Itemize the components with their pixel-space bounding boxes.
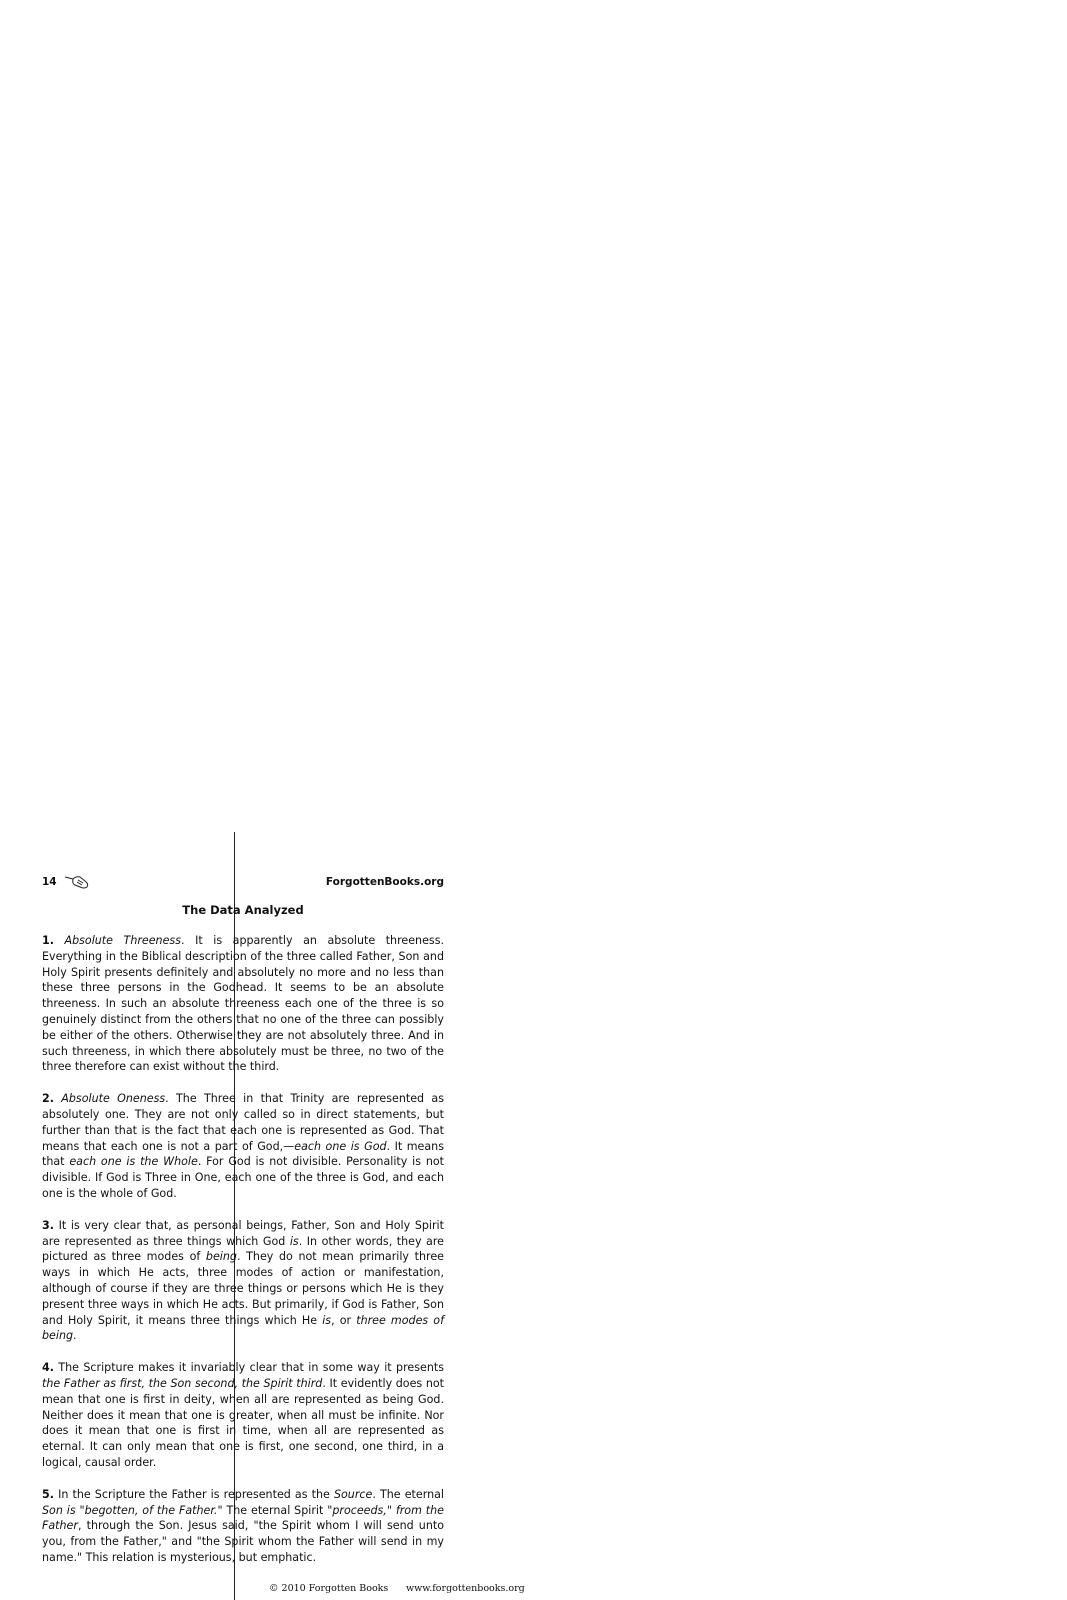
italic-text: the Father as first, the Son second, the Spirit third — [42, 1376, 323, 1390]
text-segment: . In other words, they are pictured as three modes of — [42, 1234, 444, 1264]
text-segment: . It means that — [42, 1139, 444, 1169]
text-segment: . The Three in that Trinity are represented as absolutely one. They are not only called so in direct statements, but further than that is the fact that each one is represented as God. That means that each one is not a part of God,— — [42, 1092, 444, 1153]
paragraph — [42, 1487, 444, 1566]
section-title: The Data Analyzed — [182, 903, 304, 917]
paragraph — [42, 1218, 444, 1344]
site-name: ForgottenBooks.org — [325, 876, 444, 888]
text-segment: , through the Son. Jesus said, "the Spirit whom I will send unto you, from the Father," and "the Spirit whom the Father will send in my name." This relation is mysterious, but emphatic. — [42, 1519, 444, 1564]
text-segment: The eternal Spirit — [222, 1503, 328, 1517]
text-segment: . It evidently does not mean that one is first in deity, when all are represented as being God. Neither does it mean that one is greater, when all must be infinite. Nor does it mean that one is first in time, when all are represented as eternal. It can only mean that one is first, one second, one third, in a logical, causal order. — [42, 1376, 444, 1469]
text-segment: The Scripture makes it invariably clear that in some way it presents — [58, 1361, 445, 1375]
paragraph — [42, 1091, 444, 1202]
italic-text: being — [205, 1250, 237, 1264]
paragraph-number: 2. — [42, 1092, 54, 1106]
italic-text: three modes of being — [42, 1313, 444, 1343]
text-segment: . They do not mean primarily three ways in which He acts, three modes of action or manifestation, although of course if they are three things or persons which He is they present three ways in which He acts. But primarily, if God is Father, Son and Holy Spirit, it means three things which He — [42, 1250, 444, 1327]
italic-text: "proceeds," from the Father — [42, 1503, 444, 1533]
page-number: 14 — [42, 876, 57, 888]
italic-text: Source — [333, 1487, 373, 1501]
paragraph — [42, 1360, 444, 1471]
paragraph-number: 5. — [42, 1487, 54, 1501]
paragraph-number: 4. — [42, 1361, 54, 1375]
italic-text: Absolute Threeness — [64, 934, 181, 947]
italic-text: Son is "begotten, of the Father." — [42, 1503, 223, 1517]
body-text — [42, 933, 444, 1582]
text-segment: . — [73, 1329, 77, 1343]
copyright-text: © 2010 Forgotten Books — [269, 1583, 389, 1594]
text-segment: . The eternal — [372, 1487, 444, 1501]
text-segment: , or — [331, 1313, 357, 1327]
text-segment: It is very clear that, as personal beings, Father, Son and Holy Spirit are represented as three things which God — [42, 1218, 444, 1248]
italic-text: is — [322, 1313, 332, 1327]
italic-text: each one is the Whole — [69, 1155, 198, 1169]
text-segment: . It is apparently an absolute threeness. Everything in the Biblical description of the three called Father, Son and Holy Spirit presents definitely and absolutely no more and no less than these three persons in the Godhead. It seems to be an absolute threeness. In such an absolute threeness each one of the three is so genuinely distinct from the others that no one of the three can possibly be either of the others. Otherwise they are not absolutely three. And in such threeness, in which there absolutely must be three, no two of the three therefore can exist without the third. — [42, 934, 444, 1074]
paragraph-number: 1. — [42, 934, 54, 947]
italic-text: is — [289, 1234, 299, 1248]
paragraph — [42, 933, 444, 1075]
pointing-hand-icon — [64, 872, 92, 890]
text-segment: . For God is not divisible. Personality is not divisible. If God is Three in One, each one of the three is God, and each one is the whole of God. — [42, 1155, 444, 1200]
text-segment: In the Scripture the Father is represented as the — [58, 1487, 334, 1501]
page-header — [42, 874, 444, 892]
paragraph-number: 3. — [42, 1218, 54, 1232]
italic-text: each one is God — [294, 1139, 387, 1153]
italic-text: Absolute Oneness — [61, 1092, 166, 1106]
footer-url: www.forgottenbooks.org — [406, 1583, 525, 1594]
